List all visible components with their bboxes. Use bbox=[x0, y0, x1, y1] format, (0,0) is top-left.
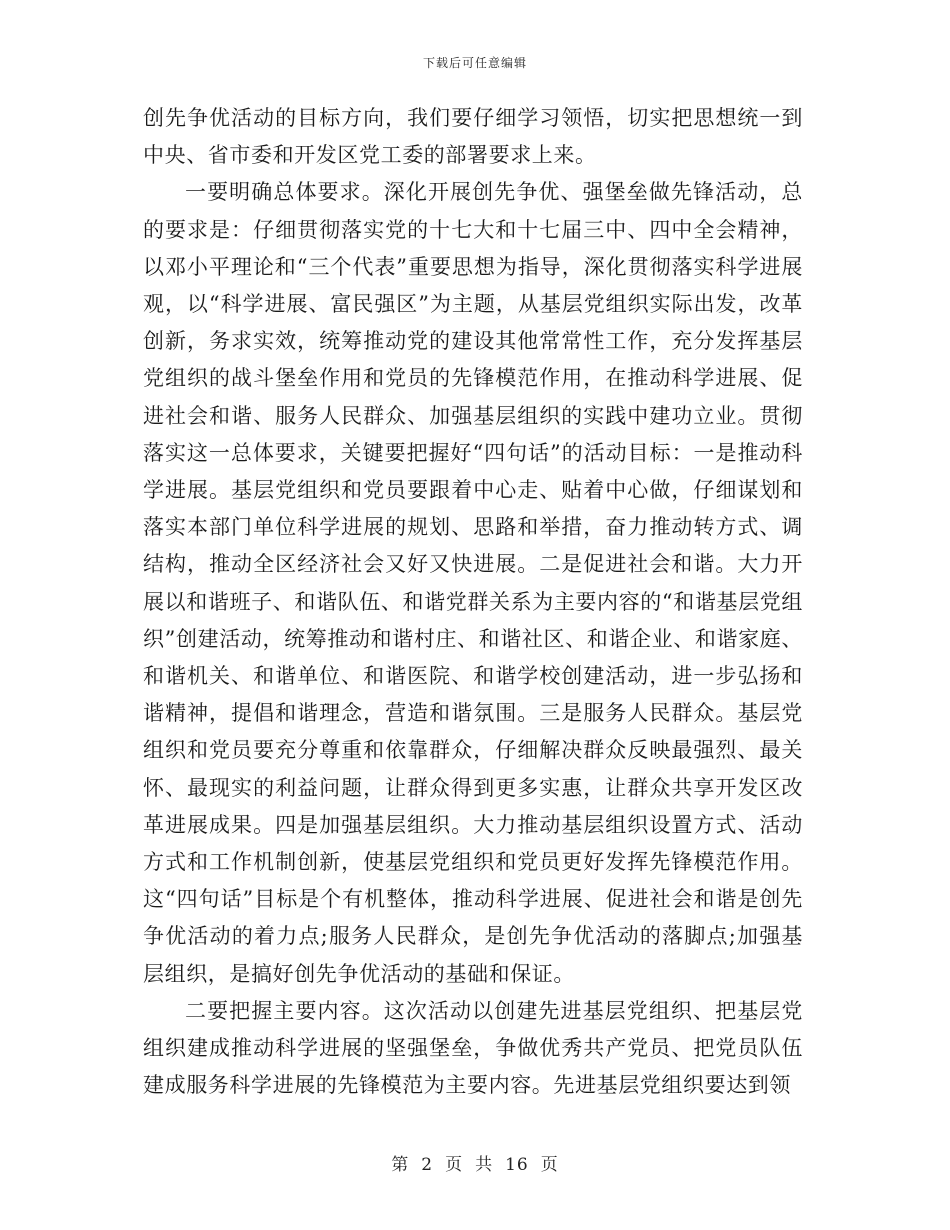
paragraph-main-content: 二要把握主要内容。这次活动以创建先进基层党组织、把基层党组织建成推动科学进展的坚强堡垒，争做优秀共产党员、把党员队伍建成服务科学进展的先锋模范为主要内容。先进基层党组织要达到领 bbox=[143, 998, 803, 1098]
footer-total-word: 共 bbox=[475, 1155, 494, 1175]
footer-page-word: 页 bbox=[445, 1155, 464, 1175]
footer-prefix: 第 bbox=[391, 1155, 410, 1175]
footer-current-page: 2 bbox=[421, 1155, 434, 1175]
page-footer bbox=[0, 1150, 950, 1175]
header-note: 下载后可任意编辑 bbox=[422, 56, 527, 70]
paragraph-general-requirements: 一要明确总体要求。深化开展创先争优、强堡垒做先锋活动，总的要求是：仔细贯彻落实党的十七大和十七届三中、四中全会精神，以邓小平理论和“三个代表”重要思想为指导，深化贯彻落实科学进展观，以“科学进展、富民强区”为主题，从基层党组织实际出发，改革创新，务求实效，统筹推动党的建设其他常常性工作，充分发挥基层党组织的战斗堡垒作用和党员的先锋模范作用，在推动科学进展、促进社会和谐、服务人民群众、加强基层组织的实践中建功立业。贯彻落实这一总体要求，关键要把握好“四句话”的活动目标：一是推动科学进展。基层党组织和党员要跟着中心走、贴着中心做，仔细谋划和落实本部门单位科学进展的规划、思路和举措，奋力推动转方式、调结构，推动全区经济社会又好又快进展。二是促进社会和谐。大力开展以和谐班子、和谐队伍、和谐党群关系为主要内容的“和谐基层党组织”创建活动，统筹推动和谐村庄、和谐社区、和谐企业、和谐家庭、和谐机关、和谐单位、和谐医院、和谐学校创建活动，进一步弘扬和谐精神，提倡和谐理念，营造和谐氛围。三是服务人民群众。基层党组织和党员要充分尊重和依靠群众，仔细解决群众反映最强烈、最关怀、最现实的利益问题，让群众得到更多实惠，让群众共享开发区改革进展成果。四是加强基层组织。大力推动基层组织设置方式、活动方式和工作机制创新，使基层党组织和党员更好发挥先锋模范作用。这“四句话”目标是个有机整体，推动科学进展、促进社会和谐是创先争优活动的着力点;服务人民群众，是创先争优活动的落脚点;加强基层组织，是搞好创先争优活动的基础和保证。 bbox=[143, 180, 803, 986]
footer-total-pages: 16 bbox=[505, 1155, 529, 1175]
paragraph-continuation: 创先争优活动的目标方向，我们要仔细学习领悟，切实把思想统一到中央、省市委和开发区党工委的部署要求上来。 bbox=[143, 106, 803, 168]
document-body bbox=[143, 100, 803, 1104]
footer-suffix: 页 bbox=[540, 1155, 559, 1175]
